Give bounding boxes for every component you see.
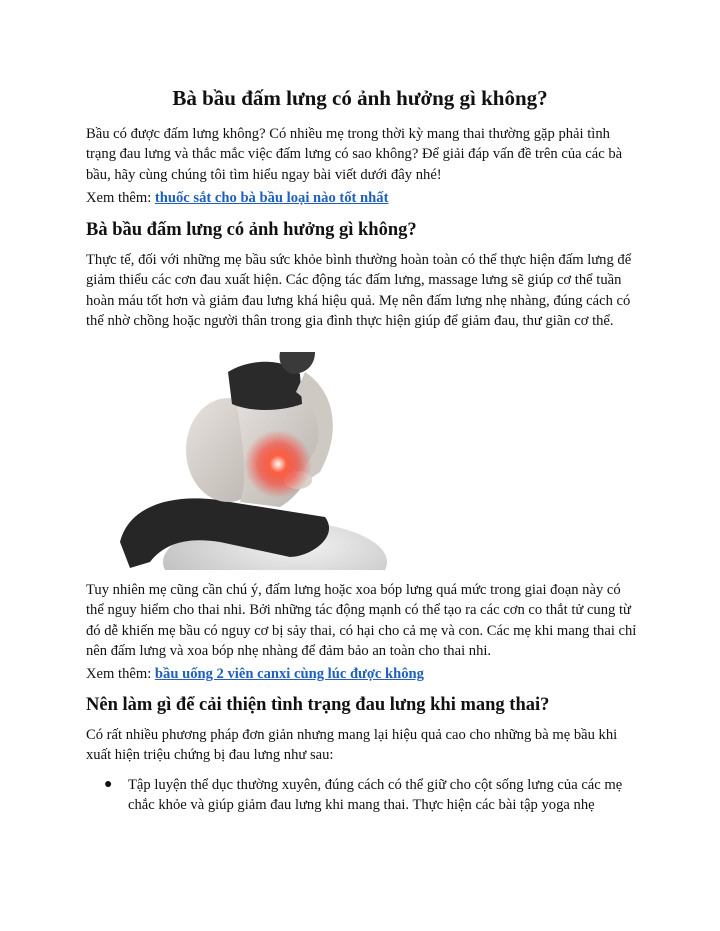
intro-paragraph: Bầu có được đấm lưng không? Có nhiều mẹ trong thời kỳ mang thai thường gặp phải tình trạng đau lưng và thắc mắc việc đấm lưng có sao không? Để giải đáp vấn đề trên của các bà bầu, hãy cùng chúng tôi tìm hiểu ngay bài viết dưới đây nhé!: [86, 126, 623, 183]
page-title: Bà bầu đấm lưng có ảnh hưởng gì không?: [172, 86, 548, 110]
see-also-1: [86, 188, 638, 208]
list-item: Tập luyện thể dục thường xuyên, đúng cách có thể giữ cho cột sống lưng của các mẹ chắc khỏe và giúp giảm đau lưng khi mang thai. Thực hiện các bài tập yoga nhẹ: [128, 777, 623, 814]
see-also-1-prefix: Xem thêm:: [86, 190, 155, 206]
see-also-1-link[interactable]: thuốc sắt cho bà bầu loại nào tốt nhất: [154, 190, 389, 206]
section1-heading: Bà bầu đấm lưng có ảnh hưởng gì không?: [86, 220, 417, 240]
section2-heading: Nên làm gì để cải thiện tình trạng đau lưng khi mang thai?: [86, 695, 550, 715]
section2-paragraph-1: Có rất nhiều phương pháp đơn giản nhưng mang lại hiệu quả cao cho những bà mẹ bầu khi xuất hiện triệu chứng bị đau lưng như sau:: [86, 727, 618, 764]
section1-paragraph-2: Tuy nhiên mẹ cũng cần chú ý, đấm lưng hoặc xoa bóp lưng quá mức trong giai đoạn này có thể nguy hiểm cho thai nhi. Bởi những tác động mạnh có thể tạo ra các cơn co thắt tử cung từ đó dễ khiến mẹ bầu có nguy cơ bị sảy thai, có hại cho cả mẹ và con. Các mẹ khi mang thai chỉ nên đấm lưng và xoa bóp nhẹ nhàng để đảm bảo an toàn cho thai nhi.: [86, 582, 637, 660]
see-also-2-prefix: Xem thêm:: [86, 666, 155, 682]
pregnant-woman-back-pain-photo: [110, 352, 390, 570]
bullet-dot: ●: [104, 777, 113, 792]
see-also-2-link[interactable]: bầu uống 2 viên canxi cùng lúc được không: [154, 666, 424, 682]
section1-paragraph-1: Thực tế, đối với những mẹ bầu sức khỏe bình thường hoàn toàn có thể thực hiện đấm lưng để giảm thiểu các cơn đau xuất hiện. Các động tác đấm lưng, massage lưng sẽ giúp cơ thể tuần hoàn máu tốt hơn và giảm đau lưng khá hiệu quả. Mẹ nên đấm lưng nhẹ nhàng, đúng cách có thể nhờ chồng hoặc người thân trong gia đình thực hiện giúp để giảm đau, thư giãn cơ thể.: [86, 252, 632, 330]
see-also-2: [86, 664, 638, 684]
pain-glow: [244, 430, 312, 498]
